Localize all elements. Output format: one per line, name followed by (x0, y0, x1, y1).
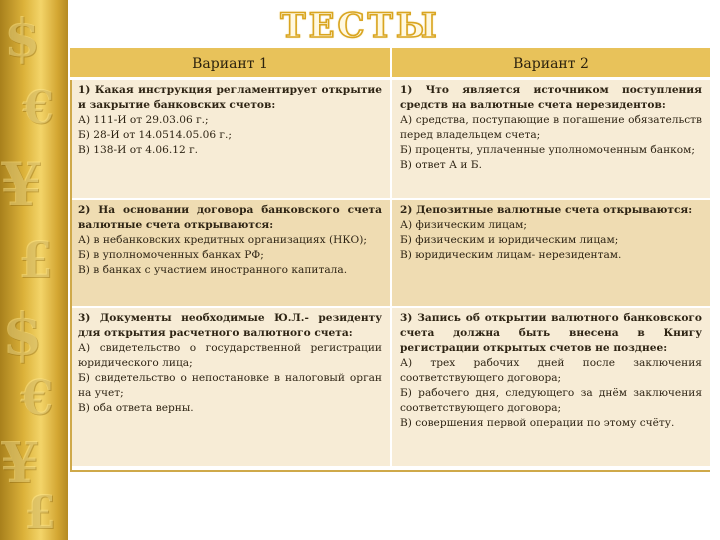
pound-symbol-decor: £ (18, 230, 53, 289)
table-row (70, 200, 710, 308)
answer-option: А) 111-И от 29.03.06 г.; (78, 114, 209, 126)
answer-option: А) свидетельство о государственной регистрации юридического лица; (78, 342, 382, 369)
answer-option: В) 138-И от 4.06.12 г. (78, 144, 199, 156)
question-cell (390, 80, 710, 198)
answer-option: А) физическим лицам; (400, 219, 527, 231)
table-header-row (70, 48, 710, 80)
answer-option: В) в банках с участием иностранного капитала. (78, 264, 348, 276)
question-text: 1) Какая инструкция регламентирует открытие и закрытие банковских счетов: (78, 84, 382, 111)
answer-option: А) трех рабочих дней после заключения соответствующего договора; (400, 357, 702, 384)
page-title: ТЕСТЫ (280, 6, 440, 46)
question-text: 2) Депозитные валютные счета открываются: (400, 204, 693, 216)
answer-option: А) в небанковских кредитных организациях (НКО); (78, 234, 367, 246)
question-text: 1) Что является источником поступления средств на валютные счета нерезидентов: (400, 84, 702, 111)
answer-option: Б) проценты, уплаченные уполномоченным банком; (400, 144, 695, 156)
dollar-symbol-decor: $ (2, 300, 43, 368)
question-text: 3) Документы необходимые Ю.Л.- резиденту для открытия расчетного валютного счета: (78, 312, 382, 339)
column-header-variant-2: Вариант 2 (390, 48, 710, 80)
question-text: 2) На основании договора банковского счета валютные счета открываются: (78, 204, 382, 231)
answer-option: Б) физическим и юридическим лицам; (400, 234, 619, 246)
yen-symbol-decor: ¥ (0, 430, 39, 496)
answer-option: Б) рабочего дня, следующего за днём заключения соответствующего договора; (400, 387, 702, 414)
euro-symbol-decor: € (22, 80, 55, 134)
yen-symbol-decor: ¥ (0, 150, 42, 220)
table-bottom-border (70, 470, 710, 472)
answer-option: Б) 28-И от 14.0514.05.06 г.; (78, 129, 232, 141)
question-cell (390, 200, 710, 306)
question-cell (70, 308, 390, 466)
answer-option: А) средства, поступающие в погашение обязательств перед владельцем счета; (400, 114, 702, 141)
column-header-variant-1: Вариант 1 (70, 48, 390, 80)
table-row (70, 308, 710, 466)
question-cell (70, 80, 390, 198)
pound-symbol-decor: £ (24, 485, 57, 539)
answer-option: В) оба ответа верны. (78, 402, 194, 414)
question-text: 3) Запись об открытии валютного банковского счета должна быть внесена в Книгу регистрации открытых счетов не позднее: (400, 312, 702, 354)
dollar-symbol-decor: $ (4, 8, 41, 69)
tests-table (70, 48, 710, 466)
answer-option: В) совершения первой операции по этому счёту. (400, 417, 675, 429)
answer-option: Б) в уполномоченных банках РФ; (78, 249, 264, 261)
answer-option: В) юридическим лицам- нерезидентам. (400, 249, 622, 261)
question-cell (390, 308, 710, 466)
answer-option: Б) свидетельство о непостановке в налоговый орган на учет; (78, 372, 382, 399)
euro-symbol-decor: € (20, 370, 54, 426)
answer-option: В) ответ А и Б. (400, 159, 482, 171)
currency-decor-band (0, 0, 68, 540)
table-left-border (70, 80, 72, 472)
table-row (70, 80, 710, 200)
question-cell (70, 200, 390, 306)
